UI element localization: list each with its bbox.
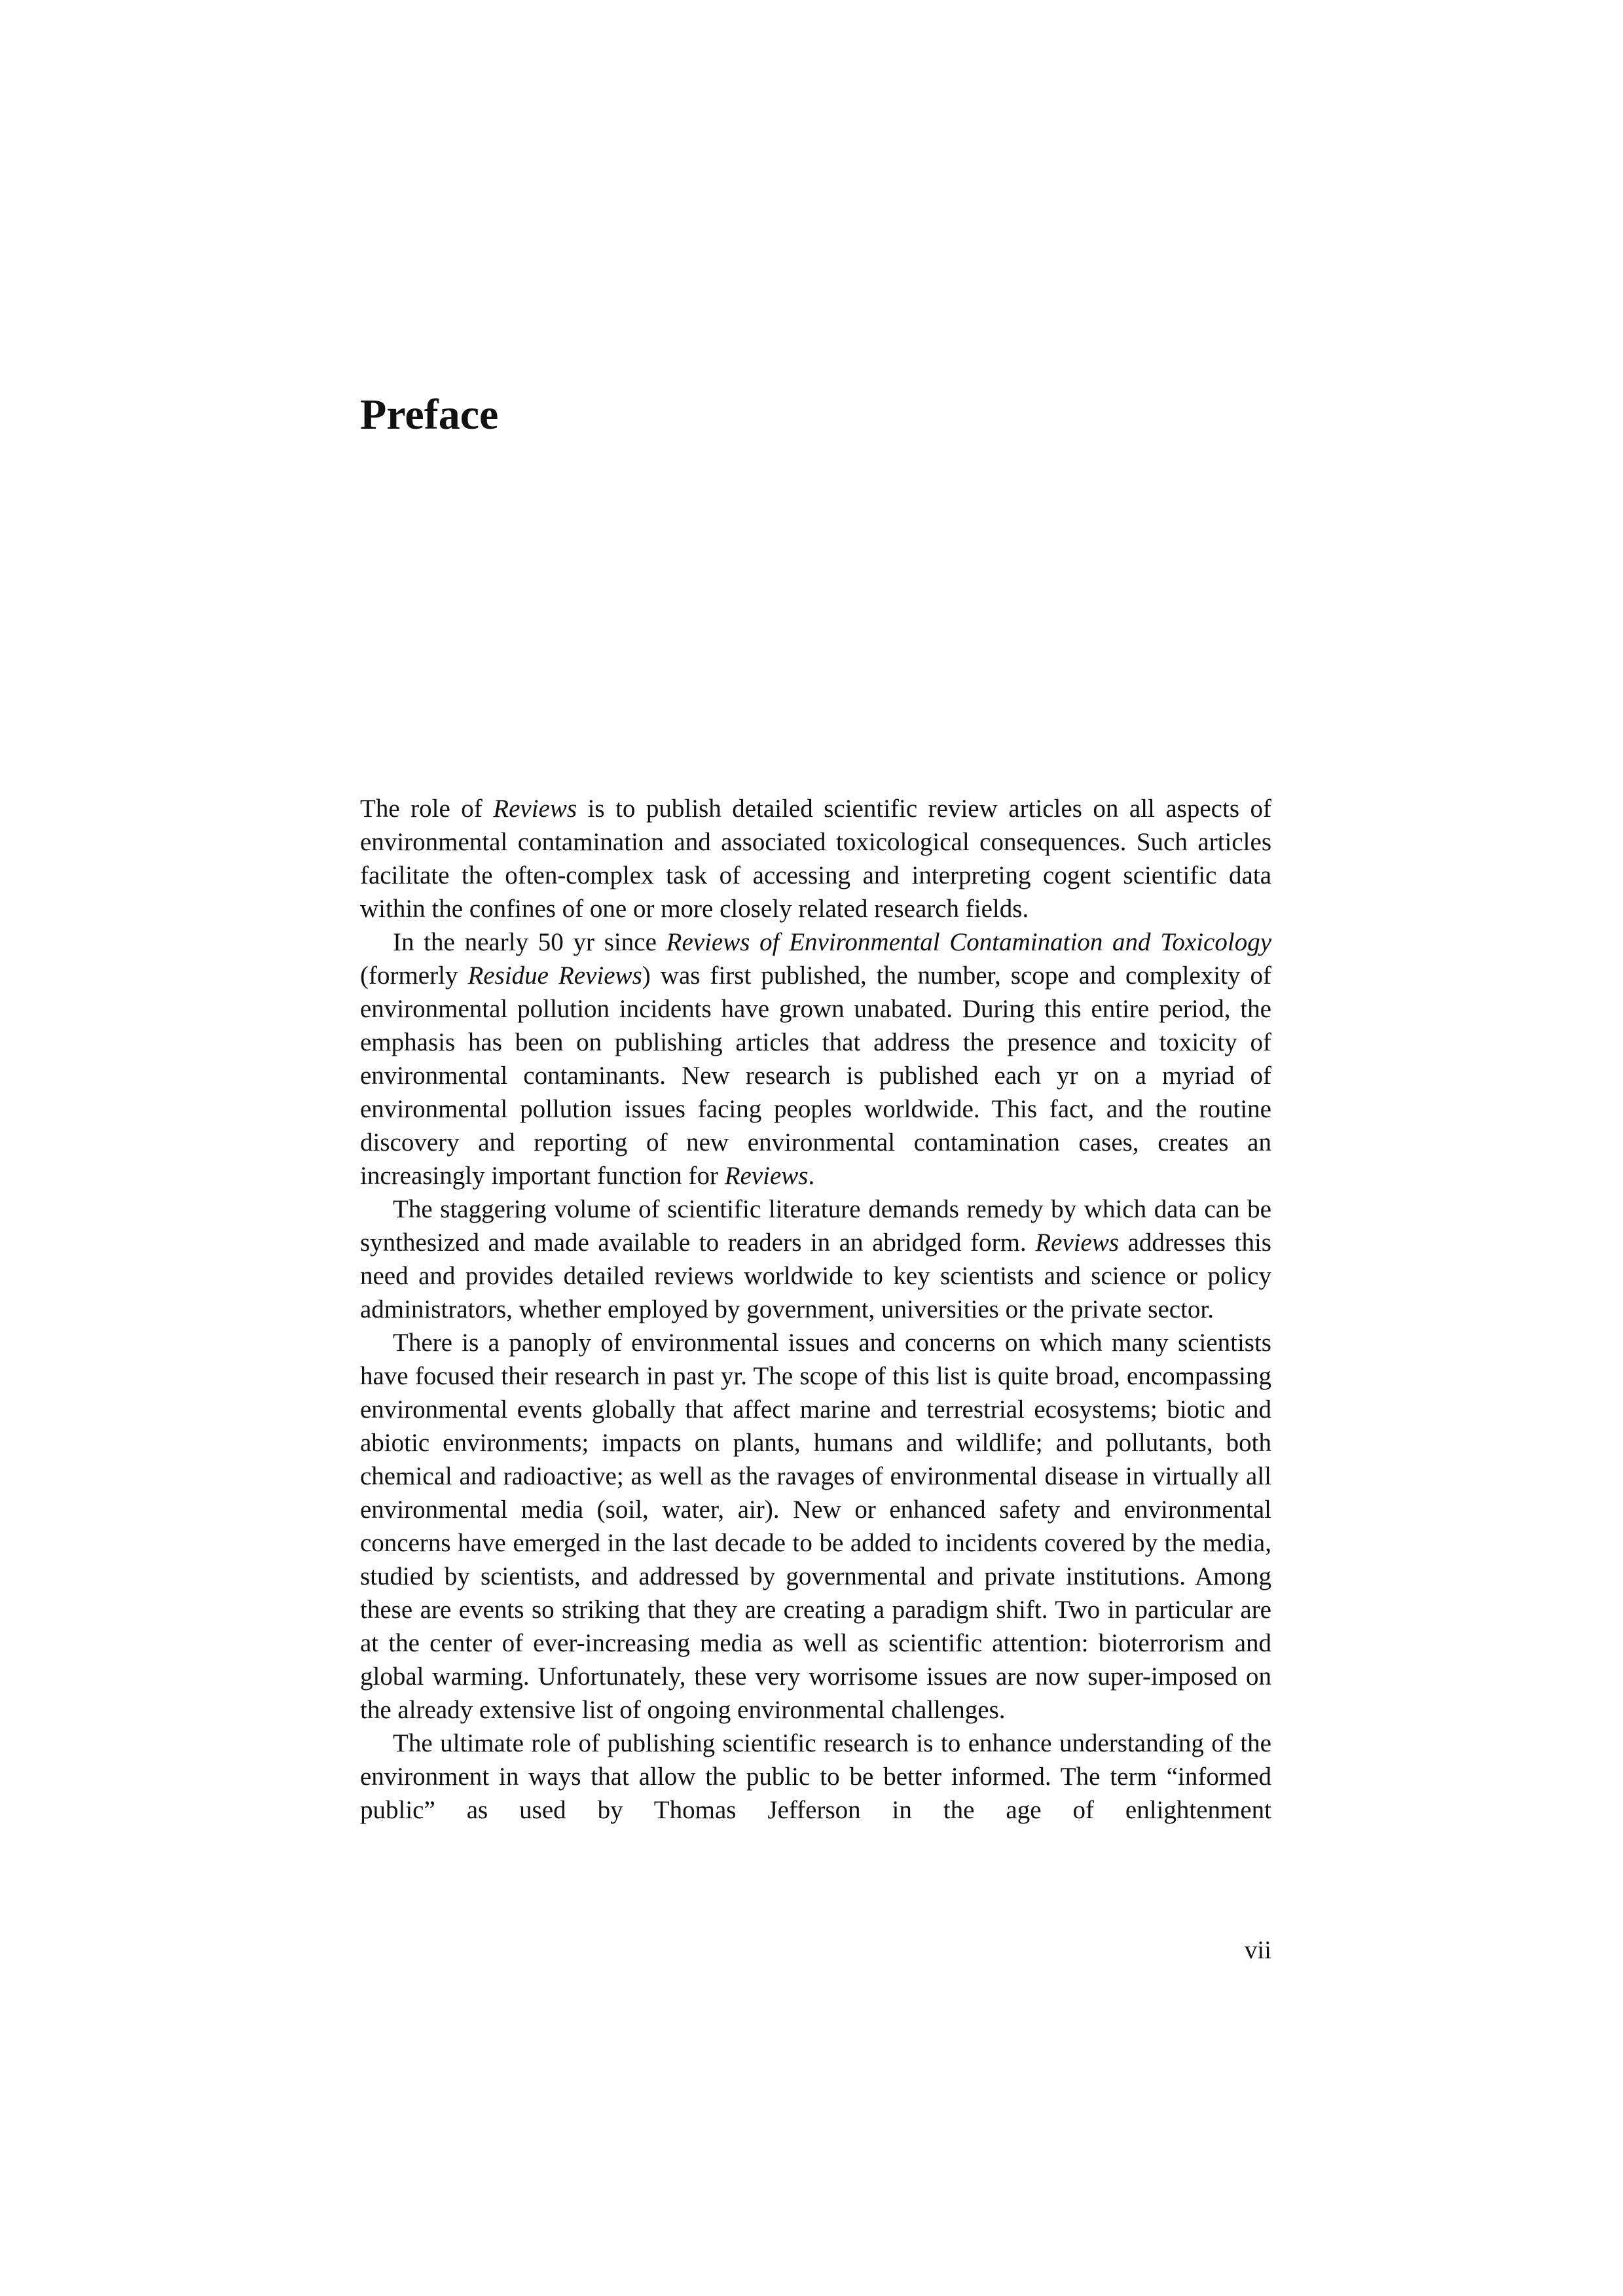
page-title: Preface [360, 391, 499, 439]
paragraph-text: There is a panoply of environmental issues and concerns on which many scientists have focused their research in past yr. The scope of this list is quite broad, encompassing environmental events globally that affect marine and terrestrial ecosystems; biotic and abiotic environments; impacts on plants, humans and wildlife; and pollutants, both chemical and radioactive; as well as the ravages of environmental disease in virtually all environmental media (soil, water, air). New or enhanced safety and environmental concerns have emerged in the last decade to be added to incidents covered by the media, studied by scientists, and addressed by governmental and private institutions. Among these are events so striking that they are creating a paradigm shift. Two in particular are at the center of ever-increasing media as well as scientific attention: bioterrorism and global warming. Unfortunately, these very worrisome issues are now super-imposed on the already extensive list of ongoing environmental challenges. [360, 1329, 1271, 1724]
paragraph-text: The staggering volume of scientific literature demands remedy by which data can be synthesized and made available to readers in an abridged form. [360, 1195, 1271, 1257]
paragraph-2 [360, 925, 1271, 1193]
paragraph-text: The role of [360, 795, 494, 823]
paragraph-text: The ultimate role of publishing scientific research is to enhance understanding of the environment in ways that allow the public to be better informed. The term “informed public” as used by Thomas Jefferson in the age of enlightenment [360, 1729, 1271, 1824]
italic-title-text: Reviews [1035, 1229, 1120, 1257]
paragraph-text: is to publish detailed scientific review articles on all aspects of environmental contamination and associated toxicological consequences. Such articles facilitate the often-complex task of accessing and interpreting cogent scientific data within the confines of one or more closely related research fields. [360, 795, 1271, 923]
italic-title-text: Reviews [493, 795, 577, 823]
paragraph-5 [360, 1727, 1271, 1827]
paragraph-text: (formerly [360, 961, 468, 990]
italic-title-text: Residue Reviews [467, 961, 642, 990]
paragraph-3 [360, 1193, 1271, 1326]
paragraph-text: ) was first published, the number, scope and complexity of environmental pollution incidents have grown unabated. During this entire period, the emphasis has been on publishing articles that address the presence and toxicity of environmental contaminants. New research is published each yr on a myriad of environmental pollution issues facing peoples worldwide. This fact, and the routine discovery and reporting of new environmental contamination cases, creates an increasingly important function for [360, 961, 1271, 1190]
italic-title-text: Reviews of Environmental Contamination and Toxicology [666, 928, 1271, 956]
paragraph-1 [360, 792, 1271, 925]
paragraph-4 [360, 1326, 1271, 1727]
paragraph-text: addresses this need and provides detailed reviews worldwide to key scientists and science or policy administrators, whether employed by government, universities or the private sector. [360, 1229, 1271, 1323]
italic-title-text: Reviews [724, 1162, 809, 1190]
paragraph-text: In the nearly 50 yr since [393, 928, 666, 956]
preface-body [360, 792, 1271, 1827]
page-number: vii [1244, 1936, 1271, 1964]
paragraph-text: . [808, 1162, 815, 1190]
